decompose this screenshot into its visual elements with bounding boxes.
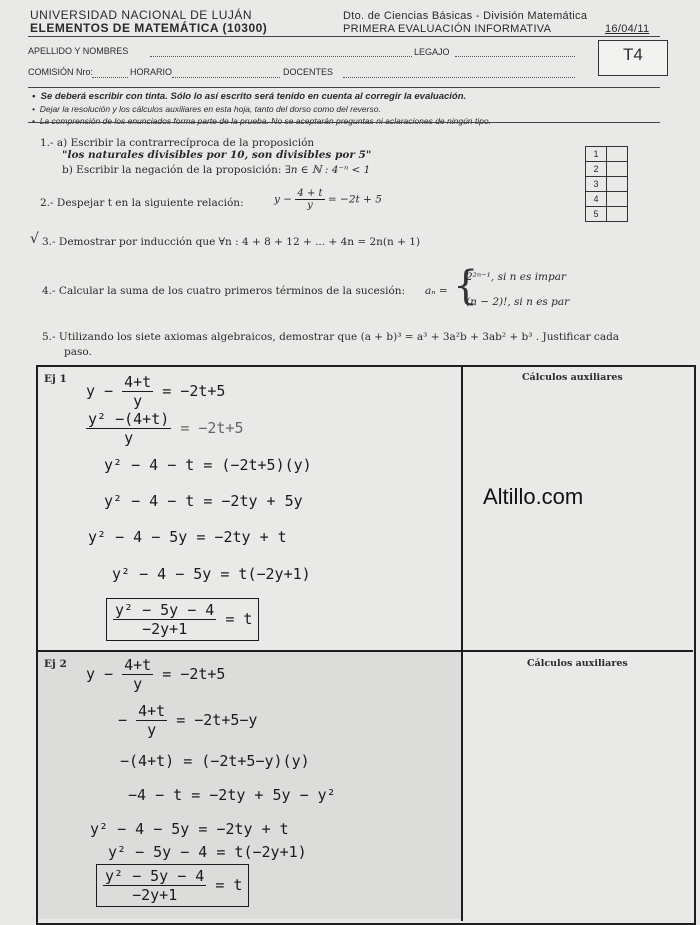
ej2-line-5: y² − 4 − 5y = −2ty + t	[90, 820, 289, 838]
comision-label: COMISIÓN Nro:	[28, 67, 94, 77]
department: Dto. de Ciencias Básicas - División Matemática	[343, 10, 588, 22]
instructions-rule	[28, 122, 660, 123]
aux-label-2: Cálculos auxiliares	[527, 658, 628, 669]
question-1b: b) Escribir la negación de la proposición:	[62, 164, 282, 176]
question-5: 5.- Utilizando los siete axiomas algebraicos, demostrar que (a + b)³ = a³ + 3a²b + 3ab² + b³ . Justificar cada	[42, 331, 620, 343]
fields-rule	[28, 87, 660, 88]
exam-date: 16/04/11	[605, 23, 650, 35]
instruction-item: • Se deberá escribir con tinta. Sólo lo así escrito será tenido en cuenta al corregir la evaluación.	[32, 91, 467, 102]
ej2-line-1: y − $\frac{4+t}{y}$ = −2t+5	[86, 656, 226, 693]
question-4-an: aₙ =	[425, 285, 448, 297]
docentes-line[interactable]	[343, 77, 575, 78]
question-1a: 1.- a) Escribir la contrarrecíproca de la proposición	[40, 137, 315, 149]
ej1-line-3: y² − 4 − t = (−2t+5)(y)	[104, 456, 312, 474]
course-name: ELEMENTOS DE MATEMÁTICA (10300)	[30, 21, 268, 35]
ej2-result: $\frac{\text{y² − 5y − 4}}{-2y+1}$ = t	[96, 864, 249, 907]
exam-code: T4	[623, 45, 643, 64]
ej1-label: Ej 1	[44, 373, 67, 385]
ej1-line-5: y² − 4 − 5y = −2ty + t	[88, 528, 287, 546]
ej1-result: $\frac{\text{y² − 5y − 4}}{-2y+1}$ = t	[106, 598, 259, 641]
score-cell	[607, 177, 628, 192]
instruction-item: • Dejar la resolución y los cálculos auxiliares en esta hoja, tanto del dorso como del reverso.	[32, 104, 381, 114]
score-row-label: 2	[586, 162, 607, 177]
instruction-item: • La comprensión de los enunciados forma parte de la prueba. No se aceptarán preguntas ni aclaraciones de ningún tipo.	[32, 116, 491, 126]
ej2-line-3: −(4+t) = (−2t+5−y)(y)	[120, 752, 310, 770]
question-1a-quote: "los naturales divisibles por 10, son divisibles por 5"	[62, 149, 372, 161]
docentes-label: DOCENTES	[283, 67, 334, 77]
question-5-cont: paso.	[64, 346, 92, 358]
column-divider	[461, 366, 463, 921]
university-name: UNIVERSIDAD NACIONAL DE LUJÁN	[30, 8, 253, 22]
legajo-line[interactable]	[455, 56, 575, 57]
ej1-line-2: $\frac{\text{y² −(4+t)}}{y}$ = −2t+5	[88, 410, 244, 447]
score-row-label: 1	[586, 147, 607, 162]
ej1-line-4: y² − 4 − t = −2ty + 5y	[104, 492, 303, 510]
ej2-line-2: − $\frac{4+t}{y}$ = −2t+5−y	[118, 702, 258, 739]
ej2-line-4: −4 − t = −2ty + 5y − y²	[128, 786, 336, 804]
aux-label-1: Cálculos auxiliares	[522, 372, 623, 383]
instructions	[32, 91, 657, 126]
ej1-line-1: y − $\frac{4+t}{y}$ = −2t+5	[86, 373, 226, 410]
score-row-label: 3	[586, 177, 607, 192]
question-1b-expression: ∃n ∈ ℕ : 4⁻ⁿ < 1	[285, 164, 371, 176]
question-2-expression: y − $\frac{4 + t}{y}$ = −2t + 5	[274, 188, 382, 211]
horario-label: HORARIO	[130, 67, 173, 77]
score-cell	[607, 192, 628, 207]
surname-line[interactable]	[150, 56, 412, 57]
score-grid	[585, 146, 628, 222]
question-3: 3.- Demostrar por inducción que ∀n : 4 + 8 + 12 + ... + 4n = 2n(n + 1)	[42, 236, 421, 248]
score-row-label: 4	[586, 192, 607, 207]
brace: {	[453, 263, 479, 309]
score-cell	[607, 207, 628, 222]
score-cell	[607, 162, 628, 177]
ej2-line-6: y² − 5y − 4 = t(−2y+1)	[108, 843, 307, 861]
question-4-case-even: (n − 2)!, si n es par	[466, 296, 570, 308]
question-4-case-odd: 2²ⁿ⁻¹, si n es impar	[466, 271, 567, 283]
horario-line[interactable]	[172, 77, 280, 78]
exam-title: PRIMERA EVALUACIÓN INFORMATIVA	[343, 23, 552, 35]
score-row-label: 5	[586, 207, 607, 222]
ej2-label: Ej 2	[44, 658, 67, 670]
check-mark: √	[30, 231, 39, 247]
surname-label: APELLIDO Y NOMBRES	[28, 46, 129, 56]
question-4: 4.- Calcular la suma de los cuatro primeros términos de la sucesión:	[42, 285, 406, 297]
question-2: 2.- Despejar t en la siguiente relación:	[40, 197, 244, 209]
ej1-line-6: y² − 4 − 5y = t(−2y+1)	[112, 565, 311, 583]
legajo-label: LEGAJO	[414, 47, 450, 57]
comision-line[interactable]	[92, 77, 128, 78]
watermark: Altillo.com	[483, 484, 584, 509]
header-rule	[28, 36, 660, 37]
score-cell	[607, 147, 628, 162]
